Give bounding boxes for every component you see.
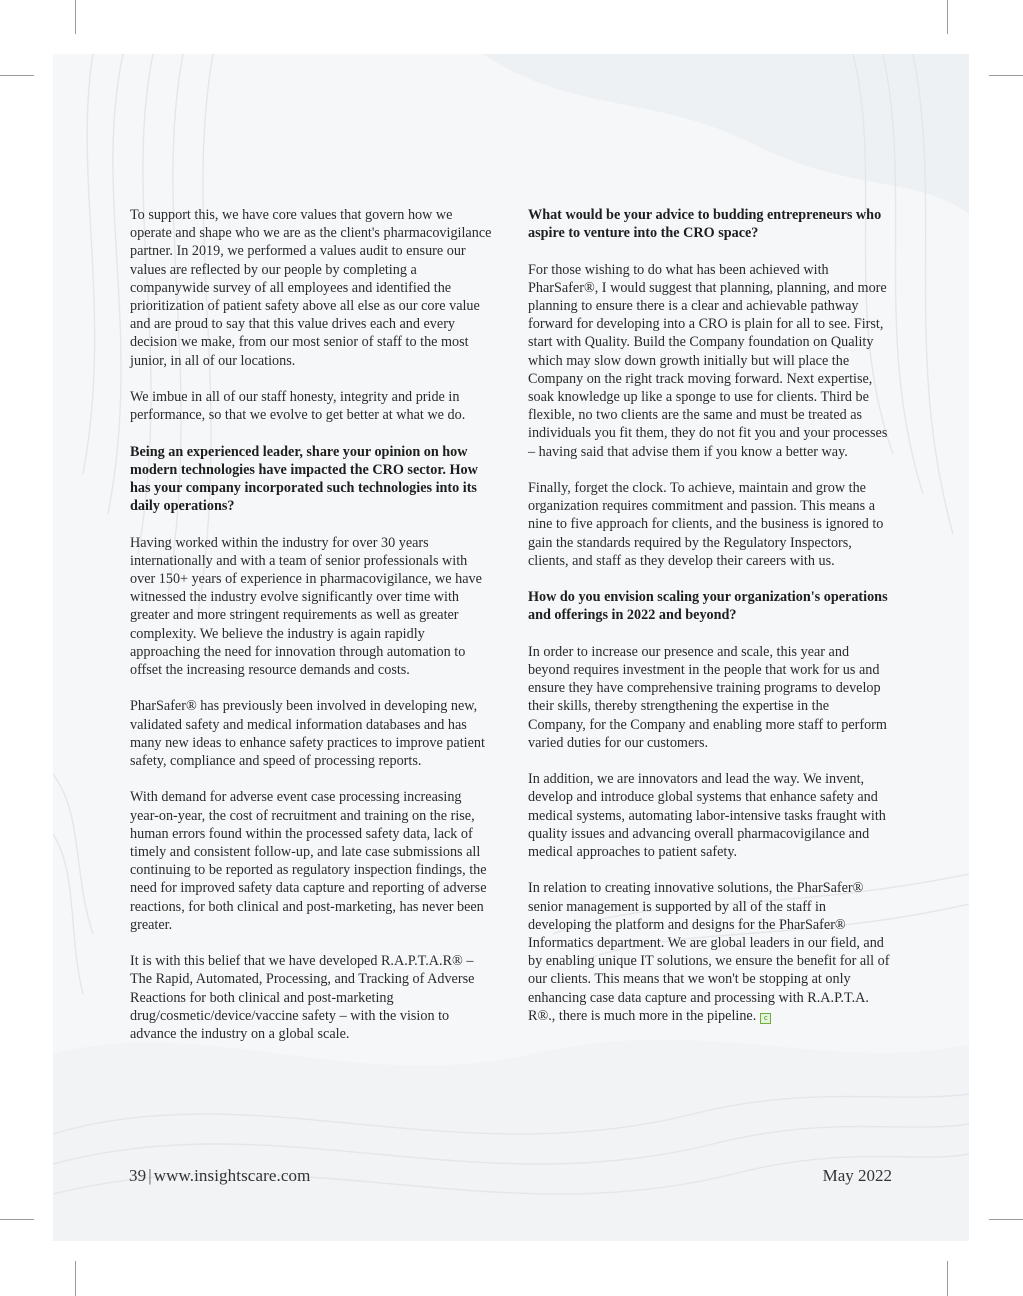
right-column [528,206,890,1043]
paragraph: Having worked within the industry for over 30 years internationally and with a team of senior professionals with over 150+ years of experience in pharmacovigilance, we have witnessed the industry evolve significantly over time with greater and more stringent requirements as well as greater complexity. We believe the industry is again rapidly approaching the need for innovation through automation to offset the increasing resource demands and costs. [130,534,482,679]
interview-question: What would be your advice to budding entrepreneurs who aspire to venture into the CRO space? [528,207,882,242]
crop-mark [0,1219,34,1220]
left-column [130,206,492,1061]
issue-date: May 2022 [822,1166,892,1185]
interview-question: Being an experienced leader, share your opinion on how modern technologies have impacted the CRO sector. How has your company incorporated such technologies into its daily operations? [130,443,478,515]
paragraph: To support this, we have core values that govern how we operate and shape who we are as the client's pharmacovigilance partner. In 2019, we performed a values audit to ensure our values are reflected by our people by completing a companywide survey of all employees and identified the prioritization of patient safety above all else as our core value and are proud to say that this value drives each and every decision we make, from our most senior of staff to the most junior, in all of our locations. [130,207,492,369]
crop-mark [989,1219,1023,1220]
paragraph: PharSafer® has previously been involved in developing new, validated safety and medical information databases and has many new ideas to enhance safety practices to improve patient safety, compliance and speed of processing reports. [130,698,485,770]
crop-mark [75,1261,76,1296]
crop-mark [947,1261,948,1296]
page-number: 39 [129,1166,147,1185]
footer-page-info [129,1166,310,1186]
crop-mark [989,75,1023,76]
paragraph: In order to increase our presence and scale, this year and beyond requires investment in the people that work for us and ensure they have comprehensive training programs to develop their skills, thereby strengthening the expertise in the Company, for the Company and enabling more staff to perform varied duties for our customers. [528,643,887,751]
crop-mark [947,0,948,34]
crop-mark [75,0,76,34]
paragraph: In addition, we are innovators and lead the way. We invent, develop and introduce global systems that enhance safety and medical systems, automating labor-intensive tasks fraught with quality issues and advancing overall pharmacovigilance and medical approaches to patient safety. [528,771,886,861]
magazine-page [53,54,969,1241]
paragraph: For those wishing to do what has been achieved with PharSafer®, I would suggest that planning, planning, and more planning to ensure there is a clear and achievable pathway forward for developing into a CRO is plain for all to see. First, start with Quality. Build the Company foundation on Quality which may slow down growth initially but will place the Company on the right track moving forward. Next expertise, soak knowledge up like a sponge to use for clients. Third be flexible, no two clients are the same and must be treated as individuals you fit them, they do not fit you and your processes – having said that advise them if you know a better way. [528,261,888,460]
interview-question: How do you envision scaling your organization's operations and offerings in 2022 and beyond? [528,589,888,624]
website-link[interactable]: www.insightscare.com [153,1166,311,1185]
footer-separator: | [148,1166,152,1185]
crop-mark [0,75,34,76]
paragraph: It is with this belief that we have developed R.A.P.T.A.R® – The Rapid, Automated, Processing, and Tracking of Adverse Reactions for both clinical and post-marketing drug/cosmetic/device/vaccine safety – with the vision to advance the industry on a global scale. [130,953,475,1043]
article-end-icon: c [760,1013,771,1024]
paragraph: Finally, forget the clock. To achieve, maintain and grow the organization requires commitment and passion. This means a nine to five approach for clients, and the business is ignored to gain the standards required by the Regulatory Inspectors, clients, and staff as they develop their careers with us. [528,480,884,569]
paragraph: With demand for adverse event case processing increasing year-on-year, the cost of recruitment and training on the rise, human errors found within the processed safety data, lack of timely and consistent follow-up, and late case submissions all continuing to be reported as regulatory inspection findings, the need for improved safety data capture and reporting of adverse reactions, for both clinical and post-marketing, has never been greater. [130,789,487,933]
final-paragraph [528,879,890,1025]
paragraph-text: In relation to creating innovative solutions, the PharSafer® senior management is supported by all of the staff in developing the platform and designs for the PharSafer® Informatics department. We are global leaders in our field, and by enabling unique IT solutions, we ensure the benefit for all of our clients. This means that we won't be stopping at only enhancing case data capture and processing with R.A.P.T.A. R®., there is much more in the pipeline. [528,880,890,1024]
paragraph: We imbue in all of our staff honesty, integrity and pride in performance, so that we evolve to get better at what we do. [130,389,466,424]
